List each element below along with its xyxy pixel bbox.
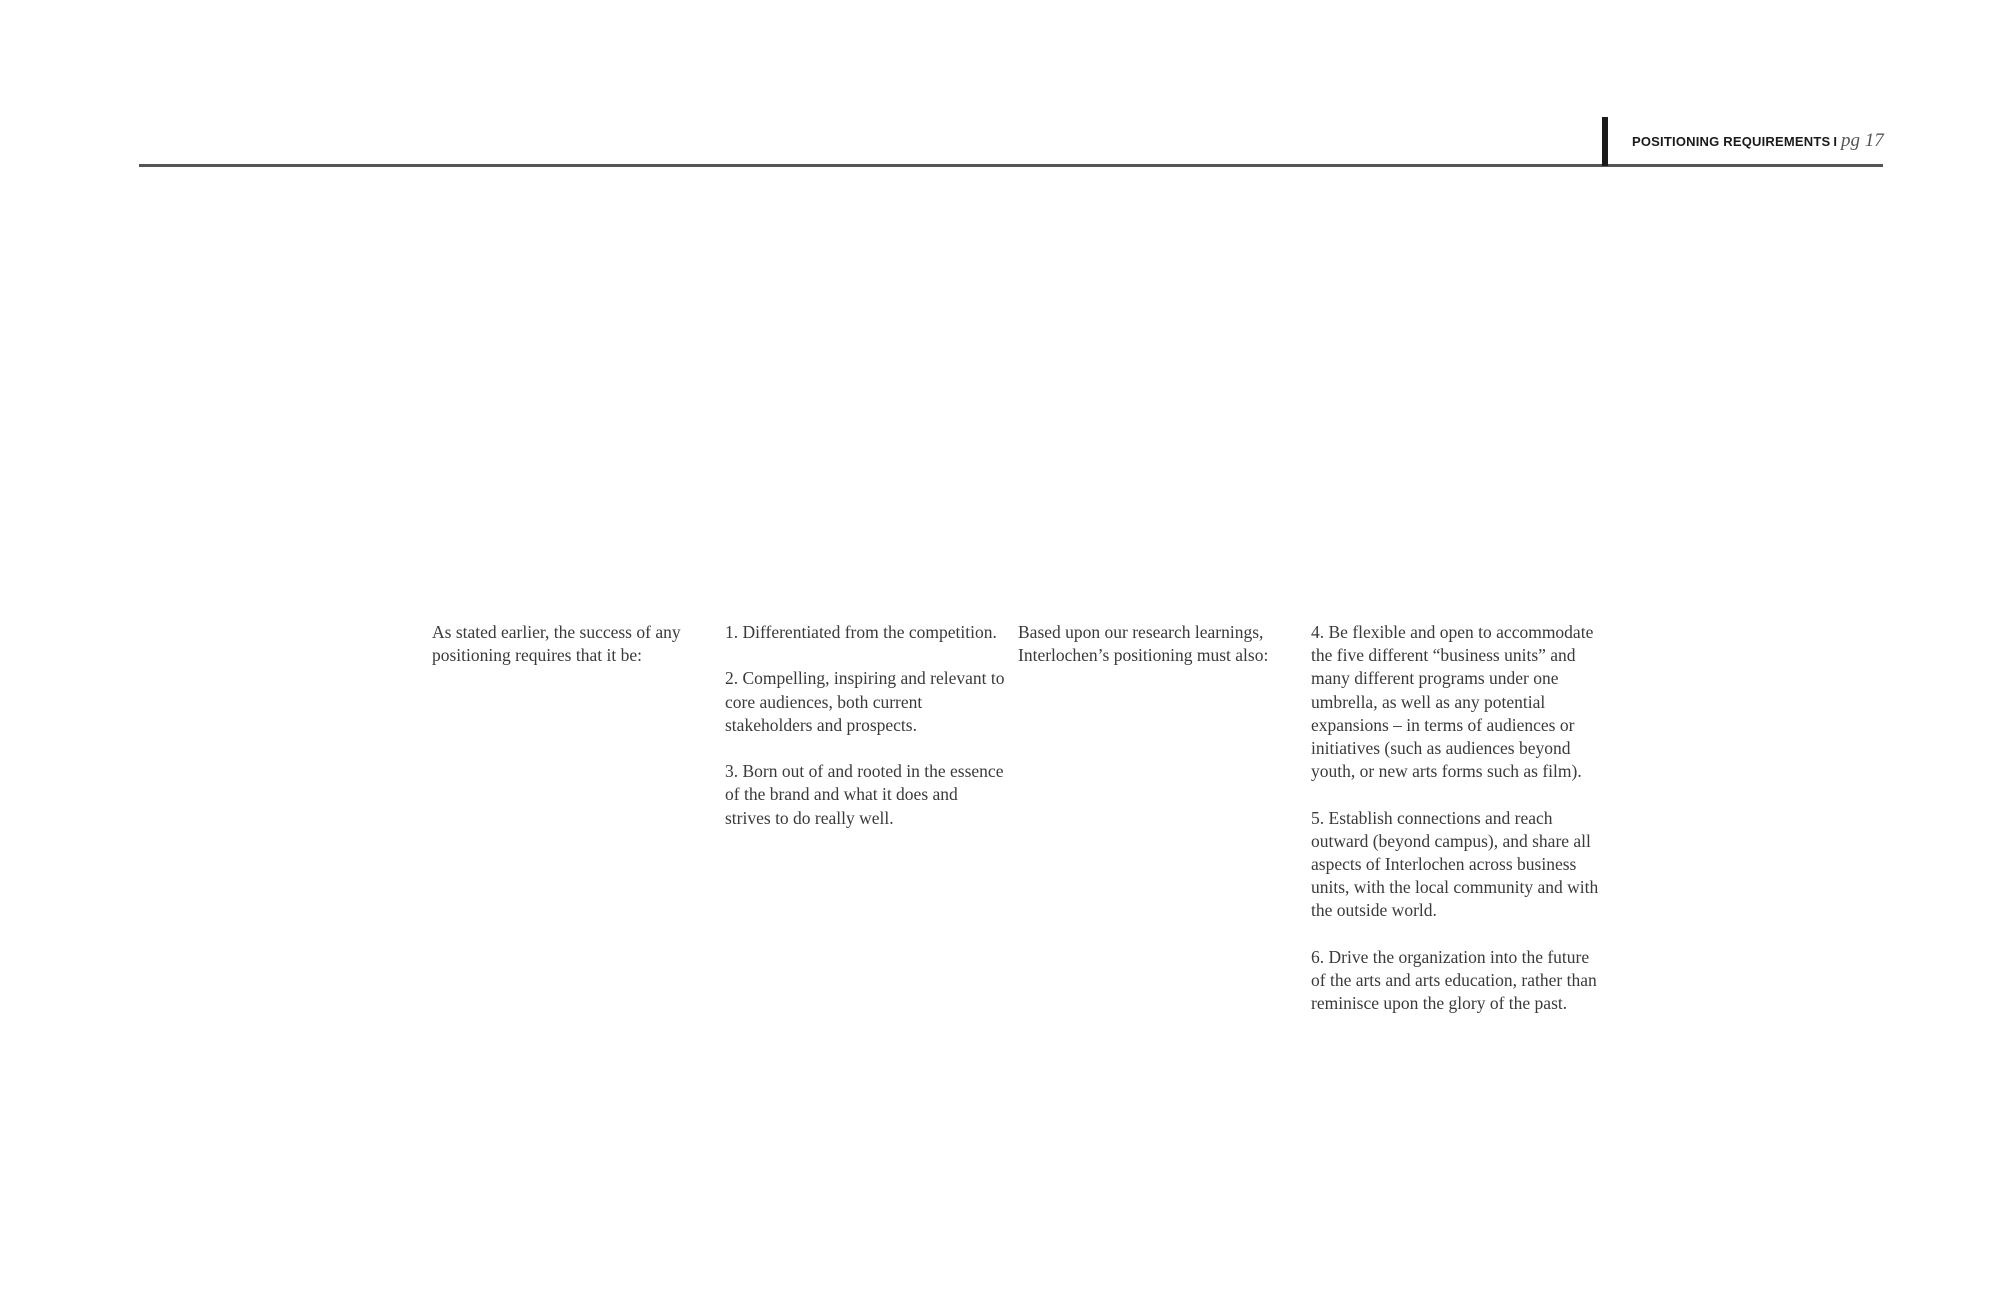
header-rule (139, 164, 1883, 167)
additional-requirements-column (1311, 621, 1601, 1039)
requirements-column (725, 621, 1005, 853)
requirement-item: 4. Be flexible and open to accommodate the five different “business units” and many different programs under one umbrella, as well as any potential expansions – in terms of audiences or initiatives (such as audiences beyond youth, or new arts forms such as film). (1311, 622, 1594, 782)
running-header (1632, 128, 1884, 155)
intro-left-text: As stated earlier, the success of any positioning requires that it be: (432, 622, 681, 666)
section-title: POSITIONING REQUIREMENTS (1632, 134, 1831, 149)
header-separator: I (1833, 134, 1837, 149)
requirement-item: 3. Born out of and rooted in the essence of the brand and what it does and strives to do really well. (725, 761, 1004, 828)
intro-right-text: Based upon our research learnings, Interlochen’s positioning must also: (1018, 622, 1269, 666)
requirement-item: 5. Establish connections and reach outward (beyond campus), and share all aspects of Interlochen across business units, with the local community and with the outside world. (1311, 807, 1599, 921)
intro-right-column (1018, 621, 1308, 691)
header-tab-marker (1602, 117, 1608, 166)
intro-left-column (432, 621, 712, 691)
requirement-item: 6. Drive the organization into the future of the arts and arts education, rather than reminisce upon the glory of the past. (1311, 946, 1597, 1014)
requirement-item: 2. Compelling, inspiring and relevant to core audiences, both current stakeholders and prospects. (725, 668, 1005, 735)
requirement-item: 1. Differentiated from the competition. (725, 622, 997, 642)
page-number: pg 17 (1841, 130, 1884, 151)
